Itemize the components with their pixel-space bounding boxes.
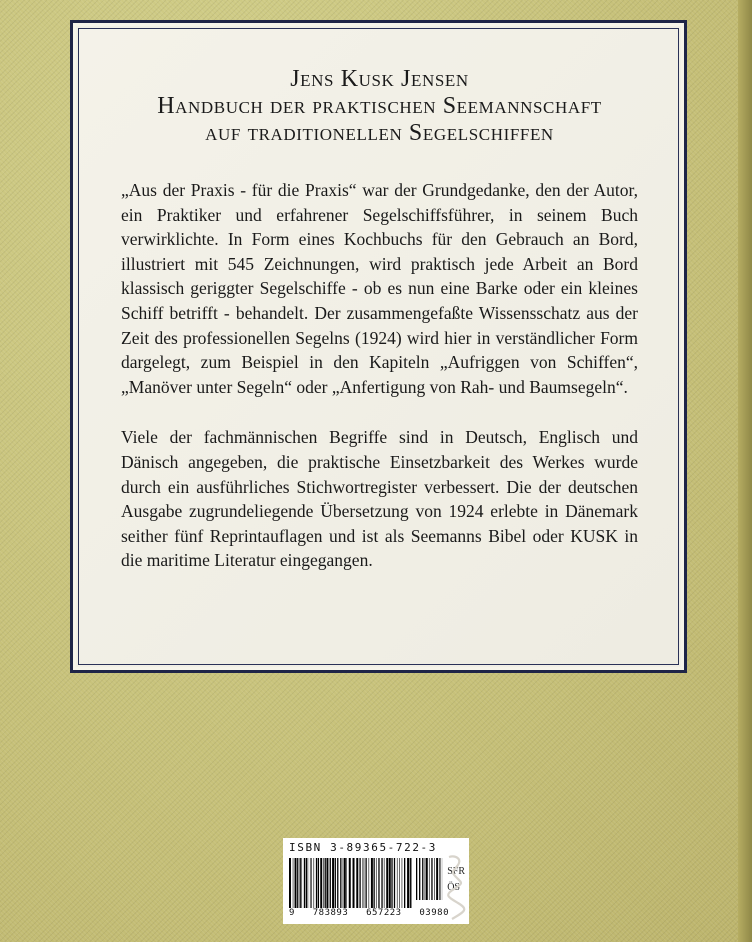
text-panel bbox=[78, 28, 679, 665]
price-label-sfr: SFR bbox=[447, 866, 465, 877]
addon-digits: 03980 bbox=[419, 908, 449, 918]
book-title-block bbox=[121, 66, 638, 147]
price-label-os: ÖS bbox=[447, 882, 460, 893]
ean-barcode bbox=[289, 858, 412, 908]
description-paragraph-1: „Aus der Praxis - für die Praxis“ war der Grundgedanke, den der Autor, ein Praktiker und erfahrener Segelschiffsführer, in seinem Buch verwirklichte. In Form eines Kochbuchs für den Gebrauch an Bord, illustriert mit 545 Zeichnungen, wird praktisch jede Arbeit an Bord klassisch geriggter Segelschiffe - ob es nun eine Barke oder ein kleines Schiff betrifft - behandelt. Der zusammengefaßte Wissensschatz aus der Zeit des professionellen Segelns (1924) wird hier in verständlicher Form dargelegt, zum Beispiel in den Kapiteln „Aufriggen von Schiffen“, „Manöver unter Segeln“ oder „Anfertigung von Rah- und Baumsegeln“. bbox=[121, 180, 638, 397]
book-title-line-1: Handbuch der praktischen Seemannschaft bbox=[157, 93, 602, 119]
isbn-number: ISBN 3-89365-722-3 bbox=[289, 841, 438, 854]
ean-right-group: 657223 bbox=[366, 908, 402, 918]
text-panel-frame bbox=[70, 20, 687, 673]
barcode-row bbox=[289, 858, 465, 908]
spine-edge bbox=[738, 0, 752, 942]
description-paragraph-2: Viele der fachmännischen Begriffe sind in Deutsch, Englisch und Dänisch angegeben, die praktische Einsetzbarkeit des Werkes wurde durch ein ausführliches Stichwortregister verbessert. Die der deutschen Ausgabe zugrundeliegende Übersetzung von 1924 erlebte in Dänemark seither fünf Reprintauflagen und ist als Seemanns Bibel oder KUSK in die maritime Literatur eingegangen. bbox=[121, 427, 638, 571]
text-panel-inner bbox=[73, 23, 684, 670]
ean-first-digit: 9 bbox=[289, 908, 295, 918]
barcode-label bbox=[283, 838, 469, 924]
price-sticker-scribble bbox=[446, 853, 468, 923]
book-title-line-2: auf traditionellen Segelschiffen bbox=[205, 120, 554, 146]
addon-barcode bbox=[416, 858, 444, 900]
ean-left-group: 783893 bbox=[312, 908, 349, 918]
barcode-digits bbox=[289, 908, 449, 918]
author-name: Jens Kusk Jensen bbox=[290, 66, 469, 92]
